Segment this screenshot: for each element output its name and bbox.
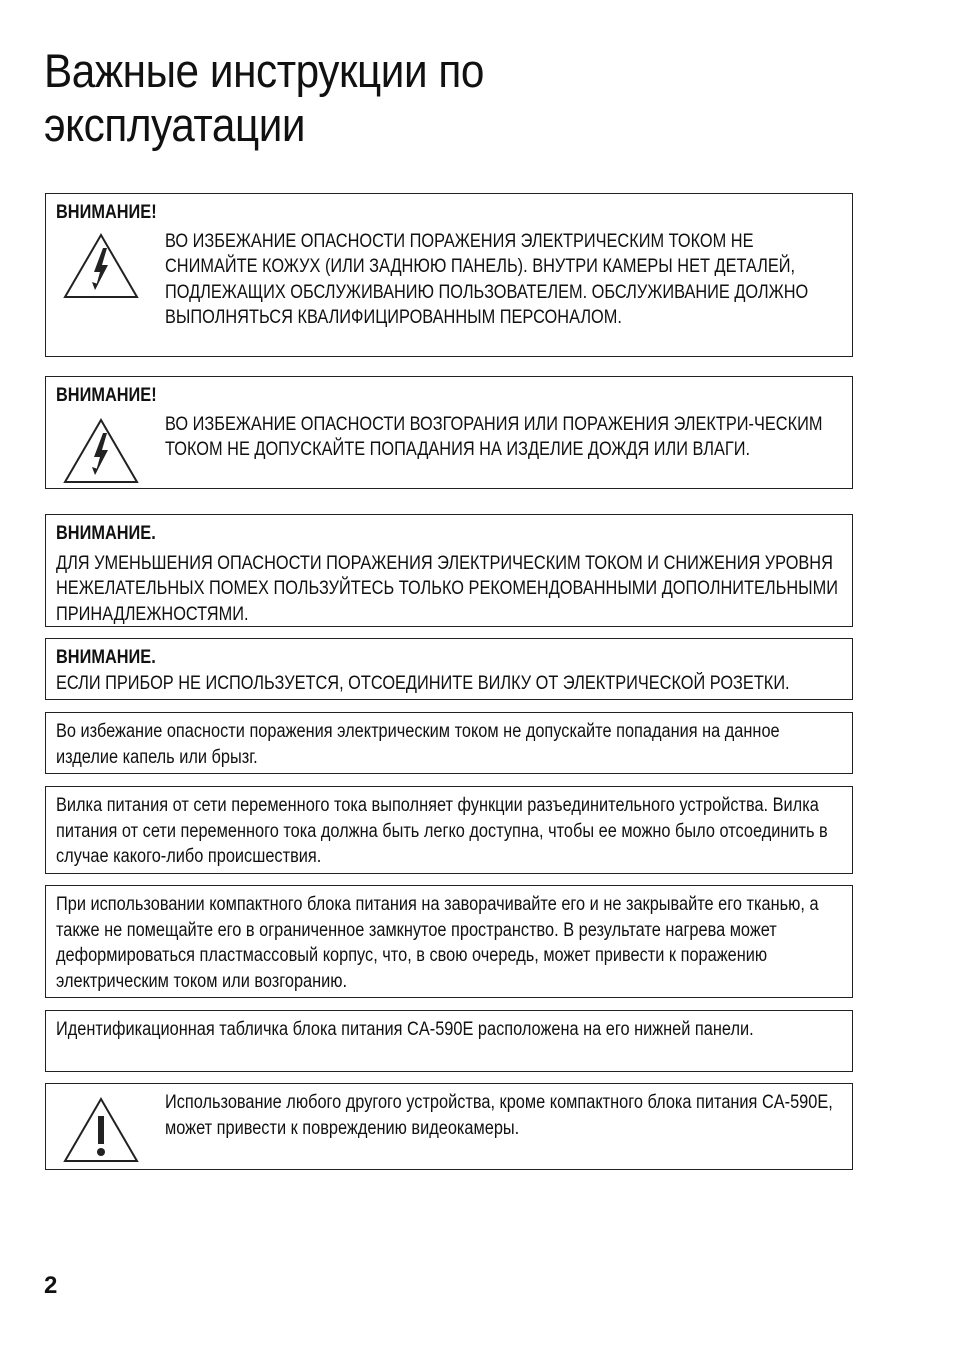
warning-box-unplug [45,638,853,700]
warning-label: ВНИМАНИЕ! [56,202,157,223]
lightning-warning-icon [62,417,140,493]
warning-label: ВНИМАНИЕ! [56,385,157,406]
warning-text: ДЛЯ УМЕНЬШЕНИЯ ОПАСНОСТИ ПОРАЖЕНИЯ ЭЛЕКТРИЧЕСКИМ ТОКОМ И СНИЖЕНИЯ УРОВНЯ НЕЖЕЛАТЕЛЬНЫХ ПОМЕХ ПОЛЬЗУЙТЕСЬ ТОЛЬКО РЕКОМЕНДОВАННЫМИ ДОПОЛНИТЕЛЬНЫМИ ПРИНАДЛЕЖНОСТЯМИ. [56,552,838,625]
note-box-power-adapter [45,885,853,998]
warning-text: ВО ИЗБЕЖАНИЕ ОПАСНОСТИ ПОРАЖЕНИЯ ЭЛЕКТРИЧЕСКИМ ТОКОМ НЕ СНИМАЙТЕ КОЖУХ (ИЛИ ЗАДНЮЮ ПАНЕЛЬ). ВНУТРИ КАМЕРЫ НЕТ ДЕТАЛЕЙ, ПОДЛЕЖАЩИХ ОБСЛУЖИВАНИЮ ПОЛЬЗОВАТЕЛЕМ. ОБСЛУЖИВАНИЕ ДОЛЖНО ВЫПОЛНЯТЬСЯ КВАЛИФИЦИРОВАННЫМ ПЕРСОНАЛОМ. [165,230,809,328]
warning-text: ЕСЛИ ПРИБОР НЕ ИСПОЛЬЗУЕТСЯ, ОТСОЕДИНИТЕ ВИЛКУ ОТ ЭЛЕКТРИЧЕСКОЙ РОЗЕТКИ. [56,672,790,694]
warning-box-rain-moisture [45,376,853,489]
warning-text-block [165,412,842,463]
warning-label: ВНИМАНИЕ. [56,647,156,668]
warning-box-shock-cover [45,193,853,357]
warning-box-accessories [45,514,853,627]
warning-label: ВНИМАНИЕ. [56,523,156,544]
page-title: Важные инструкции по эксплуатации [44,44,484,151]
note-box-plug [45,786,853,874]
note-text: Вилка питания от сети переменного тока выполняет функции разъединительного устройства. Вилка питания от сети переменного тока должна быть легко доступна, чтобы ее можно было отсоединить в случае какого-либо происшествия. [56,795,828,867]
lightning-warning-icon [62,232,140,308]
warning-text-block [165,229,842,331]
caution-text-block [165,1090,842,1141]
caution-text: Использование любого другого устройства, кроме компактного блока питания CA-590E, может привести к повреждению видеокамеры. [165,1092,833,1139]
page-number: 2 [44,1272,58,1299]
note-box-drips [45,712,853,774]
note-text: Идентификационная табличка блока питания CA-590E расположена на его нижней панели. [56,1019,754,1040]
note-box-id-plate [45,1010,853,1072]
exclamation-warning-icon [62,1096,140,1172]
warning-text: ВО ИЗБЕЖАНИЕ ОПАСНОСТИ ВОЗГОРАНИЯ ИЛИ ПОРАЖЕНИЯ ЭЛЕКТРИ-ЧЕСКИМ ТОКОМ НЕ ДОПУСКАЙТЕ ПОПАДАНИЯ НА ИЗДЕЛИЕ ДОЖДЯ ИЛИ ВЛАГИ. [165,413,823,460]
caution-box-other-devices [45,1083,853,1170]
note-text: Во избежание опасности поражения электрическим током не допускайте попадания на данное изделие капель или брызг. [56,721,780,768]
note-text: При использовании компактного блока питания на заворачивайте его и не закрывайте его тканью, а также не помещайте его в ограниченное замкнутое пространство. В результате нагрева может деформироваться пластмассовый корпус, что, в свою очередь, может привести к поражению электрическим током или возгоранию. [56,894,819,992]
